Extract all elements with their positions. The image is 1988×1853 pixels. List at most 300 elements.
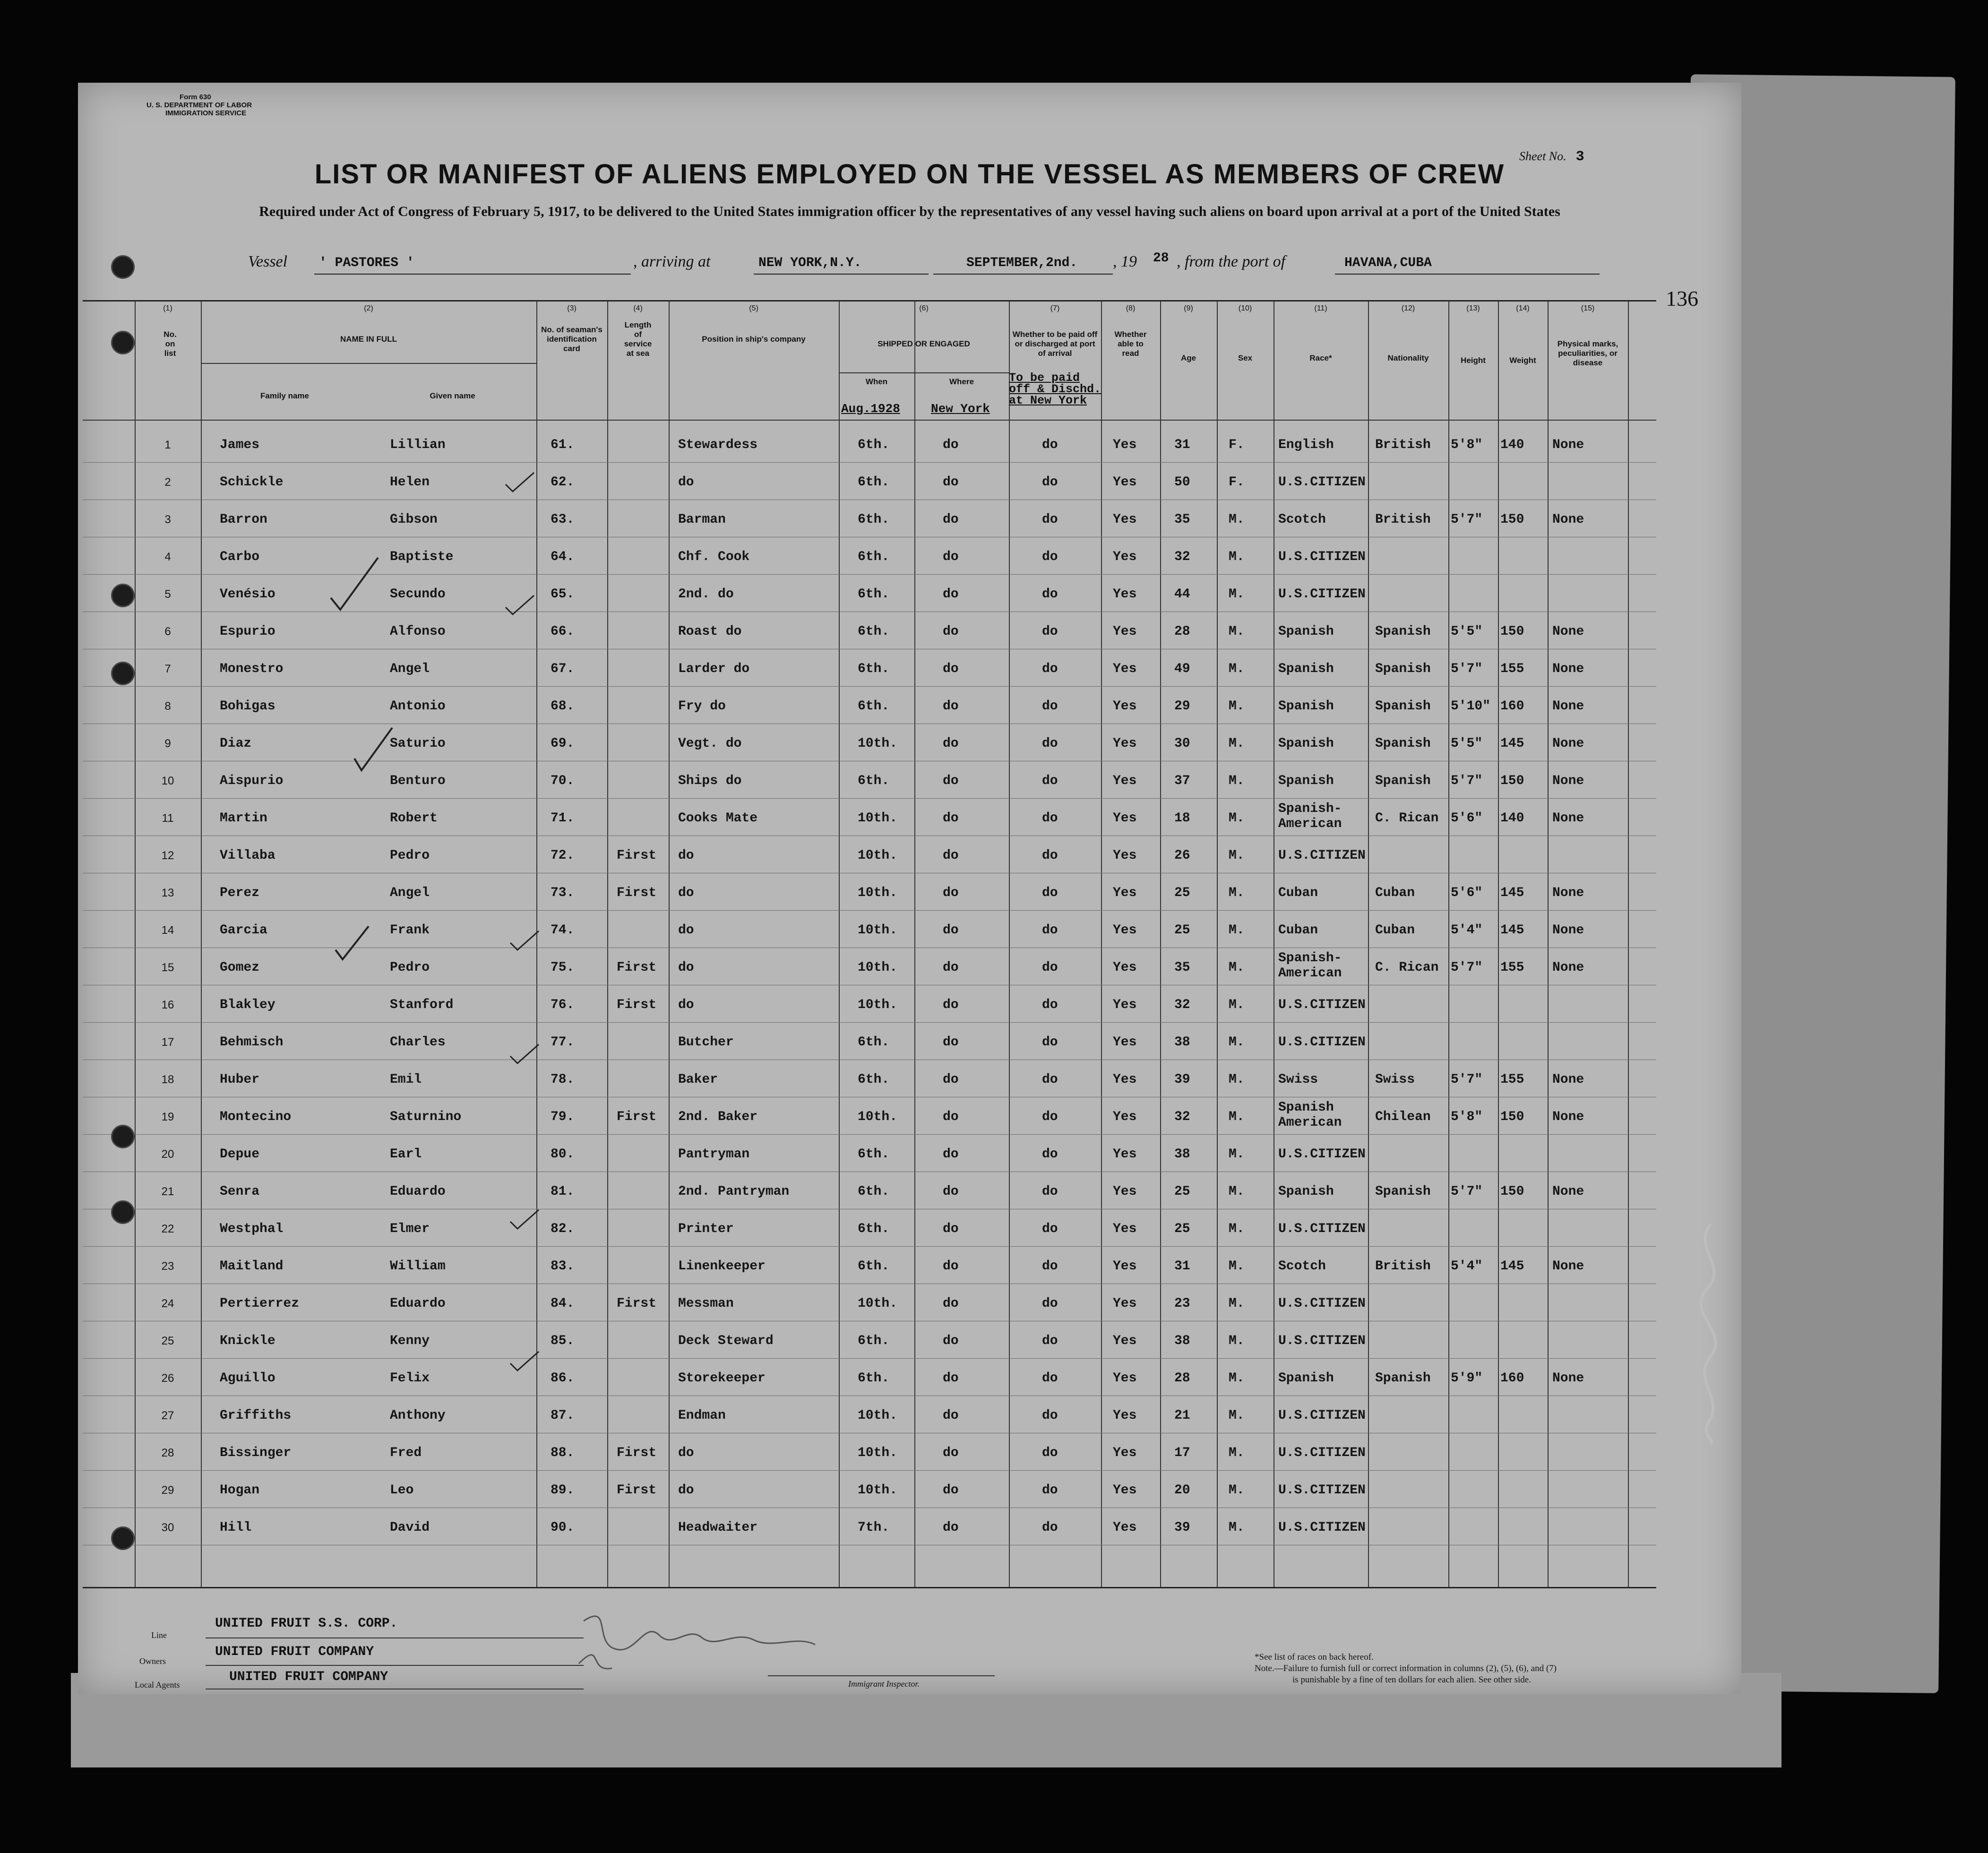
punch-hole [111, 1200, 135, 1224]
cell-paid: do [1042, 1147, 1058, 1162]
cell-no: 9 [164, 737, 171, 750]
cell-card: 80. [551, 1147, 575, 1162]
cell-age: 28 [1174, 624, 1190, 639]
cell-where: do [943, 512, 959, 527]
cell-weight: 155 [1500, 662, 1524, 676]
cell-no: 15 [161, 961, 174, 974]
cell-sex: M. [1229, 1259, 1245, 1274]
cell-family: Venésio [220, 587, 275, 602]
cell-when: 6th. [858, 550, 890, 564]
cell-family: Martin [220, 811, 267, 826]
cell-race: Spanish [1278, 662, 1334, 676]
cell-race: U.S.CITIZEN [1278, 1147, 1366, 1162]
cell-no: 1 [164, 439, 171, 451]
cell-card: 85. [551, 1334, 575, 1348]
header-race: Race* [1309, 353, 1332, 362]
cell-read: Yes [1113, 1259, 1137, 1274]
header-when: When [865, 377, 888, 386]
cell-family: Diaz [220, 736, 252, 751]
arrival-port: NEW YORK,N.Y. [758, 256, 862, 270]
cell-family: Monestro [220, 662, 284, 676]
col-14-num: (14) [1516, 304, 1530, 312]
cell-where: do [943, 1259, 959, 1274]
col-13-num: (13) [1466, 304, 1480, 312]
cell-when: 10th. [858, 1408, 898, 1423]
check-mark-icon [352, 725, 395, 773]
cell-family: Bohigas [220, 699, 275, 714]
cell-nationality: British [1375, 512, 1431, 527]
cell-when: 10th. [858, 736, 898, 751]
cell-card: 71. [551, 811, 575, 826]
cell-card: 65. [551, 587, 575, 602]
table-row [83, 1209, 1656, 1247]
cell-read: Yes [1113, 886, 1137, 900]
cell-paid: do [1042, 662, 1058, 676]
cell-when: 6th. [858, 438, 890, 452]
cell-read: Yes [1113, 587, 1137, 602]
cell-when: 10th. [858, 886, 898, 900]
cell-family: Barron [220, 512, 267, 527]
cell-age: 39 [1174, 1520, 1190, 1535]
punch-hole [111, 584, 135, 607]
cell-read: Yes [1113, 512, 1137, 527]
cell-age: 25 [1174, 1184, 1190, 1199]
table-row [83, 1396, 1656, 1433]
cell-given: Angel [390, 886, 430, 900]
table-row [83, 1060, 1656, 1097]
cell-age: 25 [1174, 886, 1190, 900]
cell-read: Yes [1113, 848, 1137, 863]
cell-sex: M. [1229, 1184, 1245, 1199]
cell-where: do [943, 699, 959, 714]
cell-service: First [617, 848, 657, 863]
header-given-name: Given name [430, 391, 475, 400]
owners-value: UNITED FRUIT COMPANY [215, 1645, 374, 1659]
cell-service: First [617, 886, 657, 900]
cell-card: 75. [551, 960, 575, 975]
cell-read: Yes [1113, 1296, 1137, 1311]
cell-family: Knickle [220, 1334, 275, 1348]
cell-card: 78. [551, 1072, 575, 1087]
cell-position: 2nd. do [678, 587, 734, 602]
department: U. S. DEPARTMENT OF LABOR [146, 101, 252, 109]
cell-when: 10th. [858, 811, 898, 826]
cell-card: 90. [551, 1520, 575, 1535]
arriving-label: , arriving at [633, 253, 711, 270]
cell-weight: 150 [1500, 512, 1524, 527]
cell-service: First [617, 1110, 657, 1124]
cell-position: do [678, 1446, 694, 1460]
cell-race: Swiss [1278, 1072, 1318, 1087]
cell-family: James [220, 438, 260, 452]
cell-where: do [943, 1483, 959, 1498]
cell-given: Pedro [390, 848, 430, 863]
cell-weight: 150 [1500, 774, 1524, 788]
typed-where: New York [931, 402, 990, 416]
cell-where: do [943, 1334, 959, 1348]
cell-given: Emil [390, 1072, 422, 1087]
cell-sex: M. [1229, 1222, 1245, 1236]
cell-paid: do [1042, 811, 1058, 826]
cell-paid: do [1042, 1035, 1058, 1050]
cell-when: 6th. [858, 774, 890, 788]
cell-given: Benturo [390, 774, 446, 788]
table-row [83, 761, 1656, 799]
cell-given: Kenny [390, 1334, 430, 1348]
cell-given: Fred [390, 1446, 422, 1460]
cell-sex: M. [1229, 1110, 1245, 1124]
cell-position: Messman [678, 1296, 734, 1311]
cell-no: 18 [161, 1073, 174, 1086]
cell-race: English [1278, 438, 1334, 452]
cell-sex: M. [1229, 699, 1245, 714]
punch-hole [111, 1125, 135, 1148]
col-2-num: (2) [364, 304, 373, 312]
cell-where: do [943, 662, 959, 676]
cell-nationality: Cuban [1375, 923, 1415, 938]
cell-when: 6th. [858, 662, 890, 676]
cell-position: Barman [678, 512, 726, 527]
cell-read: Yes [1113, 1072, 1137, 1087]
check-mark-icon [508, 1349, 541, 1373]
cell-given: Helen [390, 475, 430, 490]
cell-no: 2 [164, 476, 171, 489]
typed-when: Aug.1928 [841, 402, 900, 416]
cell-physical: None [1552, 1184, 1584, 1199]
cell-when: 6th. [858, 624, 890, 639]
punch-hole [111, 662, 135, 685]
table-row [83, 1247, 1656, 1284]
cell-card: 87. [551, 1408, 575, 1423]
cell-paid: do [1042, 587, 1058, 602]
penalty-note-2: is punishable by a fine of ten dollars for each alien. See other side. [1292, 1675, 1531, 1685]
cell-position: Storekeeper [678, 1371, 766, 1386]
cell-sex: M. [1229, 848, 1245, 863]
cell-when: 10th. [858, 1296, 898, 1311]
cell-weight: 140 [1500, 811, 1524, 826]
cell-family: Pertierrez [220, 1296, 300, 1311]
cell-no: 17 [161, 1036, 174, 1049]
cell-position: Printer [678, 1222, 734, 1236]
punch-hole [111, 1526, 135, 1550]
typed-paid-off: To be paid off & Dischd. at New York [1009, 371, 1102, 407]
table-row [83, 799, 1656, 836]
cell-when: 10th. [858, 848, 898, 863]
cell-sex: M. [1229, 811, 1245, 826]
cell-where: do [943, 1371, 959, 1386]
local-agents-value: UNITED FRUIT COMPANY [229, 1670, 388, 1684]
cell-sex: M. [1229, 998, 1245, 1012]
cell-card: 68. [551, 699, 575, 714]
cell-nationality: C. Rican [1375, 811, 1439, 826]
cell-given: Charles [390, 1035, 446, 1050]
cell-no: 5 [164, 588, 171, 601]
cell-sex: M. [1229, 960, 1245, 975]
cell-where: do [943, 438, 959, 452]
cell-race: Spanish American [1278, 1100, 1342, 1130]
cell-read: Yes [1113, 1035, 1137, 1050]
line-value: UNITED FRUIT S.S. CORP. [215, 1616, 398, 1631]
header-family-name: Family name [260, 391, 309, 400]
form-number: Form 630 [180, 93, 211, 101]
cell-age: 28 [1174, 1371, 1190, 1386]
cell-given: Saturio [390, 736, 446, 751]
cell-height: 5'5" [1451, 736, 1483, 751]
header-able-to-read: Whether able to read [1114, 330, 1147, 358]
cell-card: 67. [551, 662, 575, 676]
cell-card: 79. [551, 1110, 575, 1124]
cell-read: Yes [1113, 1147, 1137, 1162]
check-mark-icon [333, 924, 371, 962]
cell-position: Vegt. do [678, 736, 742, 751]
cell-race: Spanish [1278, 736, 1334, 751]
cell-given: Earl [390, 1147, 422, 1162]
cell-sex: M. [1229, 587, 1245, 602]
table-row [83, 463, 1656, 500]
races-note: *See list of races on back hereof. [1255, 1652, 1374, 1662]
check-mark-icon [503, 593, 536, 617]
cell-family: Villaba [220, 848, 275, 863]
cell-where: do [943, 886, 959, 900]
cell-age: 20 [1174, 1483, 1190, 1498]
cell-race: U.S.CITIZEN [1278, 1408, 1366, 1423]
cell-sex: M. [1229, 1147, 1245, 1162]
cell-position: do [678, 1483, 694, 1498]
cell-position: do [678, 923, 694, 938]
col-12-num: (12) [1401, 304, 1415, 312]
penalty-note-1: Note.—Failure to furnish full or correct information in columns (2), (5), (6), and (7) [1255, 1663, 1557, 1673]
cell-sex: F. [1229, 475, 1245, 490]
cell-height: 5'7" [1451, 1184, 1483, 1199]
cell-physical: None [1552, 1072, 1584, 1087]
cell-race: Scotch [1278, 512, 1326, 527]
cell-where: do [943, 848, 959, 863]
cell-given: William [390, 1259, 446, 1274]
cell-physical: None [1552, 774, 1584, 788]
cell-weight: 145 [1500, 886, 1524, 900]
cell-family: Perez [220, 886, 260, 900]
cell-nationality: Chilean [1375, 1110, 1431, 1124]
cell-read: Yes [1113, 1483, 1137, 1498]
cell-given: Pedro [390, 960, 430, 975]
table-row [83, 1097, 1656, 1135]
cell-height: 5'7" [1451, 1072, 1483, 1087]
cell-paid: do [1042, 438, 1058, 452]
cell-paid: do [1042, 624, 1058, 639]
cell-position: Stewardess [678, 438, 758, 452]
cell-race: Spanish-American [1278, 802, 1342, 831]
cell-race: Spanish [1278, 624, 1334, 639]
col-10-num: (10) [1238, 304, 1252, 312]
cell-physical: None [1552, 1259, 1584, 1274]
header-length-of-service: Length of service at sea [624, 320, 652, 358]
cell-read: Yes [1113, 662, 1137, 676]
cell-height: 5'10" [1451, 699, 1491, 714]
cell-nationality: Spanish [1375, 624, 1431, 639]
cell-height: 5'5" [1451, 624, 1483, 639]
col-9-num: (9) [1184, 304, 1193, 312]
cell-sex: M. [1229, 550, 1245, 564]
cell-paid: do [1042, 960, 1058, 975]
cell-age: 44 [1174, 587, 1190, 602]
cell-position: Larder do [678, 662, 750, 676]
cell-read: Yes [1113, 550, 1137, 564]
cell-read: Yes [1113, 1371, 1137, 1386]
cell-family: Huber [220, 1072, 260, 1087]
cell-age: 29 [1174, 699, 1190, 714]
cell-nationality: C. Rican [1375, 960, 1439, 975]
cell-family: Bissinger [220, 1446, 292, 1460]
cell-paid: do [1042, 1446, 1058, 1460]
cell-position: Headwaiter [678, 1520, 758, 1535]
cell-sex: M. [1229, 624, 1245, 639]
header-physical-marks: Physical marks, peculiarities, or disease [1557, 339, 1618, 367]
cell-race: Spanish [1278, 1371, 1334, 1386]
cell-when: 6th. [858, 1072, 890, 1087]
cell-given: Antonio [390, 699, 446, 714]
cell-no: 6 [164, 625, 171, 638]
cell-position: Ships do [678, 774, 742, 788]
cell-position: Pantryman [678, 1147, 750, 1162]
cell-when: 10th. [858, 1483, 898, 1498]
cell-race: U.S.CITIZEN [1278, 998, 1366, 1012]
cell-age: 26 [1174, 848, 1190, 863]
cell-where: do [943, 1035, 959, 1050]
cell-position: Deck Steward [678, 1334, 774, 1348]
cell-when: 6th. [858, 475, 890, 490]
cell-position: Butcher [678, 1035, 734, 1050]
cell-age: 21 [1174, 1408, 1190, 1423]
cell-weight: 155 [1500, 1072, 1524, 1087]
cell-race: U.S.CITIZEN [1278, 1483, 1366, 1498]
cell-family: Espurio [220, 624, 275, 639]
cell-age: 31 [1174, 438, 1190, 452]
table-row [83, 911, 1656, 948]
cell-height: 5'4" [1451, 923, 1483, 938]
cell-when: 6th. [858, 512, 890, 527]
cell-card: 63. [551, 512, 575, 527]
cell-card: 66. [551, 624, 575, 639]
cell-physical: None [1552, 699, 1584, 714]
cell-race: U.S.CITIZEN [1278, 550, 1366, 564]
header-where: Where [949, 377, 974, 386]
cell-no: 16 [161, 999, 174, 1011]
cell-paid: do [1042, 1334, 1058, 1348]
punch-hole [111, 331, 135, 354]
cell-read: Yes [1113, 811, 1137, 826]
year-prefix: , 19 [1113, 253, 1137, 270]
cell-physical: None [1552, 1371, 1584, 1386]
cell-position: 2nd. Baker [678, 1110, 758, 1124]
col-3-num: (3) [567, 304, 577, 312]
cell-no: 20 [161, 1148, 174, 1161]
cell-age: 32 [1174, 550, 1190, 564]
cell-no: 21 [161, 1185, 174, 1198]
cell-no: 30 [161, 1521, 174, 1534]
service-name: IMMIGRATION SERVICE [165, 109, 247, 117]
cell-weight: 150 [1500, 624, 1524, 639]
cell-weight: 150 [1500, 1110, 1524, 1124]
col-1-num: (1) [163, 304, 172, 312]
cell-family: Depue [220, 1147, 260, 1162]
cell-service: First [617, 998, 657, 1012]
cell-no: 27 [161, 1409, 174, 1422]
cell-sex: M. [1229, 736, 1245, 751]
cell-weight: 140 [1500, 438, 1524, 452]
cell-weight: 145 [1500, 736, 1524, 751]
cell-paid: do [1042, 1072, 1058, 1087]
cell-card: 62. [551, 475, 575, 490]
cell-race: Spanish [1278, 1184, 1334, 1199]
cell-given: Robert [390, 811, 438, 826]
header-nationality: Nationality [1387, 353, 1429, 362]
cell-sex: M. [1229, 1520, 1245, 1535]
cell-given: David [390, 1520, 430, 1535]
cell-position: do [678, 848, 694, 863]
cell-no: 13 [161, 887, 174, 899]
header-shipped-engaged: SHIPPED OR ENGAGED [878, 339, 970, 348]
cell-family: Senra [220, 1184, 260, 1199]
table-row [83, 500, 1656, 537]
cell-nationality: Spanish [1375, 1371, 1431, 1386]
cell-physical: None [1552, 886, 1584, 900]
departure-port: HAVANA,CUBA [1344, 256, 1432, 270]
sheet-number-value: 3 [1575, 149, 1584, 165]
cell-sex: M. [1229, 1334, 1245, 1348]
cell-card: 82. [551, 1222, 575, 1236]
cell-family: Westphal [220, 1222, 284, 1236]
cell-when: 10th. [858, 960, 898, 975]
table-row [83, 1023, 1656, 1060]
cell-paid: do [1042, 1408, 1058, 1423]
cell-physical: None [1552, 736, 1584, 751]
cell-race: U.S.CITIZEN [1278, 1520, 1366, 1535]
cell-sex: M. [1229, 1072, 1245, 1087]
table-row [83, 1433, 1656, 1471]
cell-where: do [943, 1072, 959, 1087]
cell-when: 6th. [858, 1184, 890, 1199]
cell-age: 35 [1174, 512, 1190, 527]
cell-height: 5'7" [1451, 960, 1483, 975]
table-row [83, 1471, 1656, 1508]
cell-read: Yes [1113, 438, 1137, 452]
cell-given: Secundo [390, 587, 446, 602]
cell-no: 19 [161, 1111, 174, 1123]
cell-read: Yes [1113, 1334, 1137, 1348]
cell-nationality: Spanish [1375, 736, 1431, 751]
arrival-year: 28 [1153, 251, 1169, 266]
cell-sex: F. [1229, 438, 1245, 452]
cell-family: Aguillo [220, 1371, 275, 1386]
cell-height: 5'7" [1451, 512, 1483, 527]
cell-card: 74. [551, 923, 575, 938]
page-number: 136 [1666, 286, 1698, 310]
cell-paid: do [1042, 1371, 1058, 1386]
header-height: Height [1461, 356, 1486, 365]
cell-paid: do [1042, 1520, 1058, 1535]
vessel-name: ' PASTORES ' [319, 256, 414, 270]
cell-service: First [617, 960, 657, 975]
cell-physical: None [1552, 624, 1584, 639]
cell-no: 7 [164, 663, 171, 675]
cell-race: U.S.CITIZEN [1278, 1446, 1366, 1460]
cell-physical: None [1552, 438, 1584, 452]
cell-given: Elmer [390, 1222, 430, 1236]
cell-race: Scotch [1278, 1259, 1326, 1274]
cell-no: 4 [164, 551, 171, 563]
cell-where: do [943, 1408, 959, 1423]
cell-read: Yes [1113, 1446, 1137, 1460]
